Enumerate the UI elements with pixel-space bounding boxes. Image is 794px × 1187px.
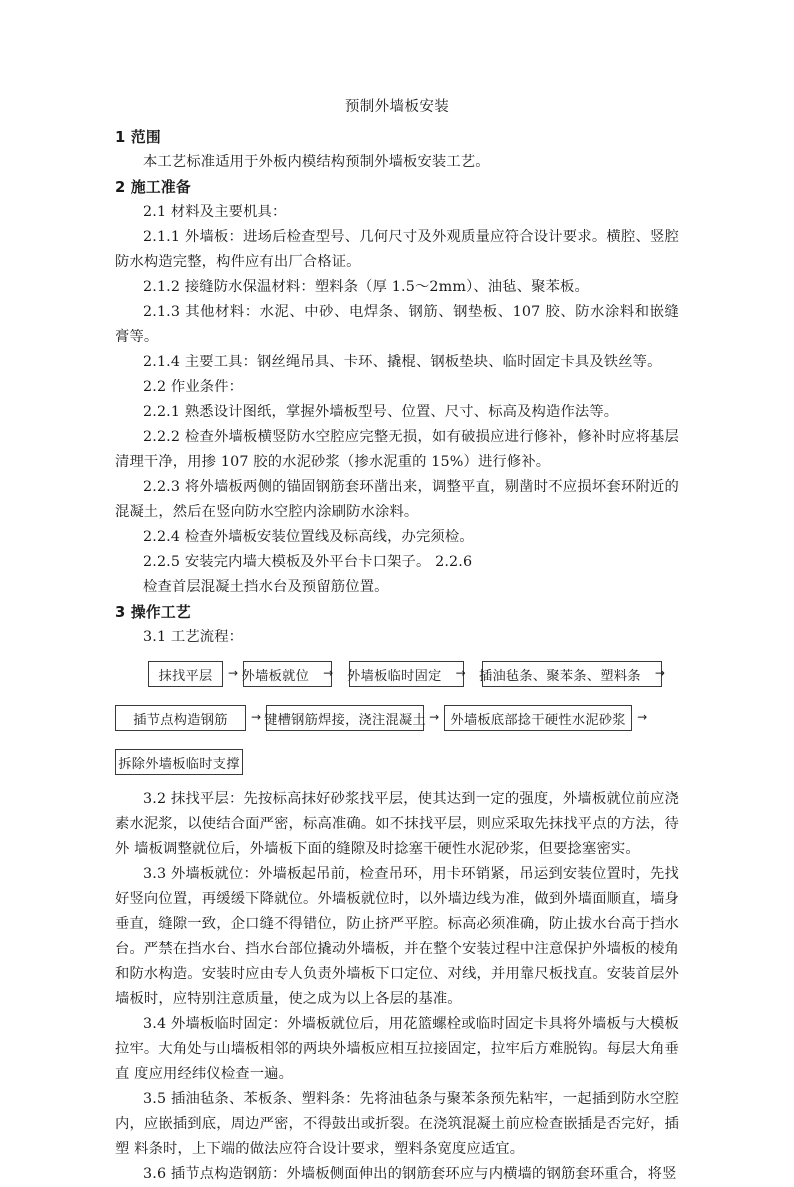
arrow-right-icon: → [429,710,440,724]
flow-node [243,661,332,687]
flow-node-label: 拆除外墙板临时支撑 [118,756,240,772]
flow-node-label: 外墙板临时固定 [347,668,442,684]
paragraph: 2.1.3 其他材料：水泥、中砂、电焊条、钢筋、钢垫板、107 胶、防水涂料和嵌缝膏等。 [115,304,679,345]
flow-node [478,661,666,687]
flow-row-1 [115,659,679,689]
page-title: 预制外墙板安装 [344,99,450,115]
flow-node-label: 键槽钢筋焊接，浇注混凝土 [264,712,426,728]
paragraph: 2.1 材料及主要机具： [143,204,287,220]
paragraph: 2.2.1 熟悉设计图纸，掌握外墙板型号、位置、尺寸、标高及构造作法等。 [143,404,619,420]
paragraph: 2.2.5 安装完内墙大模板及外平台卡口架子。 2.2.6 [143,554,473,570]
flow-row-3 [115,747,679,777]
paragraph: 3.5 插油毡条、苯板条、塑料条：先将油毡条与聚苯条预先粘牢，一起插到防水空腔内，应嵌插到底，周边严密，不得鼓出或折裂。在浇筑混凝土前应检查嵌插是否完好，插塑 料条时，上下端的做法应符合设计要求，塑料条宽度应适宜。 [115,1091,679,1157]
paragraph: 本工艺标准适用于外板内模结构预制外墙板安装工艺。 [143,154,490,170]
flow-node-label: 外墙板底部捻干硬性水泥砂浆 [450,712,626,728]
arrow-right-icon: → [654,666,666,680]
paragraph: 3.1 工艺流程： [143,629,244,645]
paragraph: 2.2.3 将外墙板两侧的锚固钢筋套环凿出来，调整平直，剔凿时不应损坏套环附近的混凝土，然后在竖向防水空腔内涂刷防水涂料。 [115,479,679,520]
paragraph: 3.6 插节点构造钢筋：外墙板侧面伸出的钢筋套环应与内横墙的钢筋套环重合，将竖 [143,1166,677,1182]
paragraph: 2.2.2 检查外墙板横竖防水空腔应完整无损，如有破损应进行修补，修补时应将基层清理干净，用掺 107 胶的水泥砂浆（掺水泥重的 15%）进行修补。 [115,429,679,470]
arrow-right-icon: → [251,710,262,724]
flow-node [148,661,223,687]
flow-node [349,661,464,687]
process-flow-chart [115,659,679,777]
paragraph: 检查首层混凝土挡水台及预留筋位置。 [143,579,389,595]
document-body [115,96,679,1187]
arrow-right-icon: → [637,710,648,724]
paragraph: 2.2 作业条件： [143,379,244,395]
section-heading-2: 2 施工准备 [115,179,191,196]
flow-node [115,749,243,775]
flow-node-label: 外墙板就位 [241,668,310,684]
arrow-right-icon: → [323,666,334,680]
paragraph: 3.4 外墙板临时固定：外墙板就位后，用花篮螺栓或临时固定卡具将外墙板与大模板拉牢。大角处与山墙板相邻的两块外墙板应相互拉接固定，拉牢后方难脱钩。每层大角垂直 度应用经纬仪检查一遍。 [115,1016,679,1082]
paragraph: 3.2 抹找平层：先按标高抹好砂浆找平层，使其达到一定的强度，外墙板就位前应浇素水泥浆，以使结合面严密，标高准确。如不抹找平层，则应采取先抹找平点的方法，待外 墙板调整就位后，外墙板下面的缝隙及时捻塞干硬性水泥砂浆，但要捻塞密实。 [115,791,679,857]
flow-node-label: 抹找平层 [158,668,213,684]
paragraph: 2.2.4 检查外墙板安装位置线及标高线，办完须检。 [143,529,474,545]
flow-node-label: 插油毡条、聚苯条、塑料条 [478,668,641,684]
flow-node-label: 插节点构造钢筋 [133,712,228,728]
arrow-right-icon: → [228,666,239,680]
paragraph: 2.1.4 主要工具：钢丝绳吊具、卡环、撬棍、钢板垫块、临时固定卡具及铁丝等。 [143,354,662,370]
arrow-right-icon: → [455,666,466,680]
paragraph: 2.1.1 外墙板：进场后检查型号、几何尺寸及外观质量应符合设计要求。横腔、竖腔防水构造完整，构件应有出厂合格证。 [115,229,679,270]
flow-row-2 [115,703,679,733]
paragraph: 2.1.2 接缝防水保温材料：塑料条（厚 1.5～2mm）、油毡、聚苯板。 [143,279,589,295]
paragraph: 3.3 外墙板就位：外墙板起吊前，检查吊环，用卡环销紧，吊运到安装位置时，先找好竖向位置，再缓缓下降就位。外墙板就位时，以外墙边线为准，做到外墙面顺直，墙身垂直，缝隙一致，企口缝不得错位，防止挤严平腔。标高必须准确，防止拔水台高于挡水台。严禁在挡水台、挡水台部位撬动外墙板，并在整个安装过程中注意保护外墙板的棱角和防水构造。安装时应由专人负责外墙板下口定位、对线，并用靠尺板找直。安装首层外墙板时，应特别注意质量，使之成为以上各层的基准。 [115,866,679,1007]
section-heading-3: 3 操作工艺 [115,604,191,621]
section-heading-1: 1 范围 [115,129,161,146]
flow-node [444,705,632,731]
flow-node [266,705,424,731]
flow-node [115,705,246,731]
